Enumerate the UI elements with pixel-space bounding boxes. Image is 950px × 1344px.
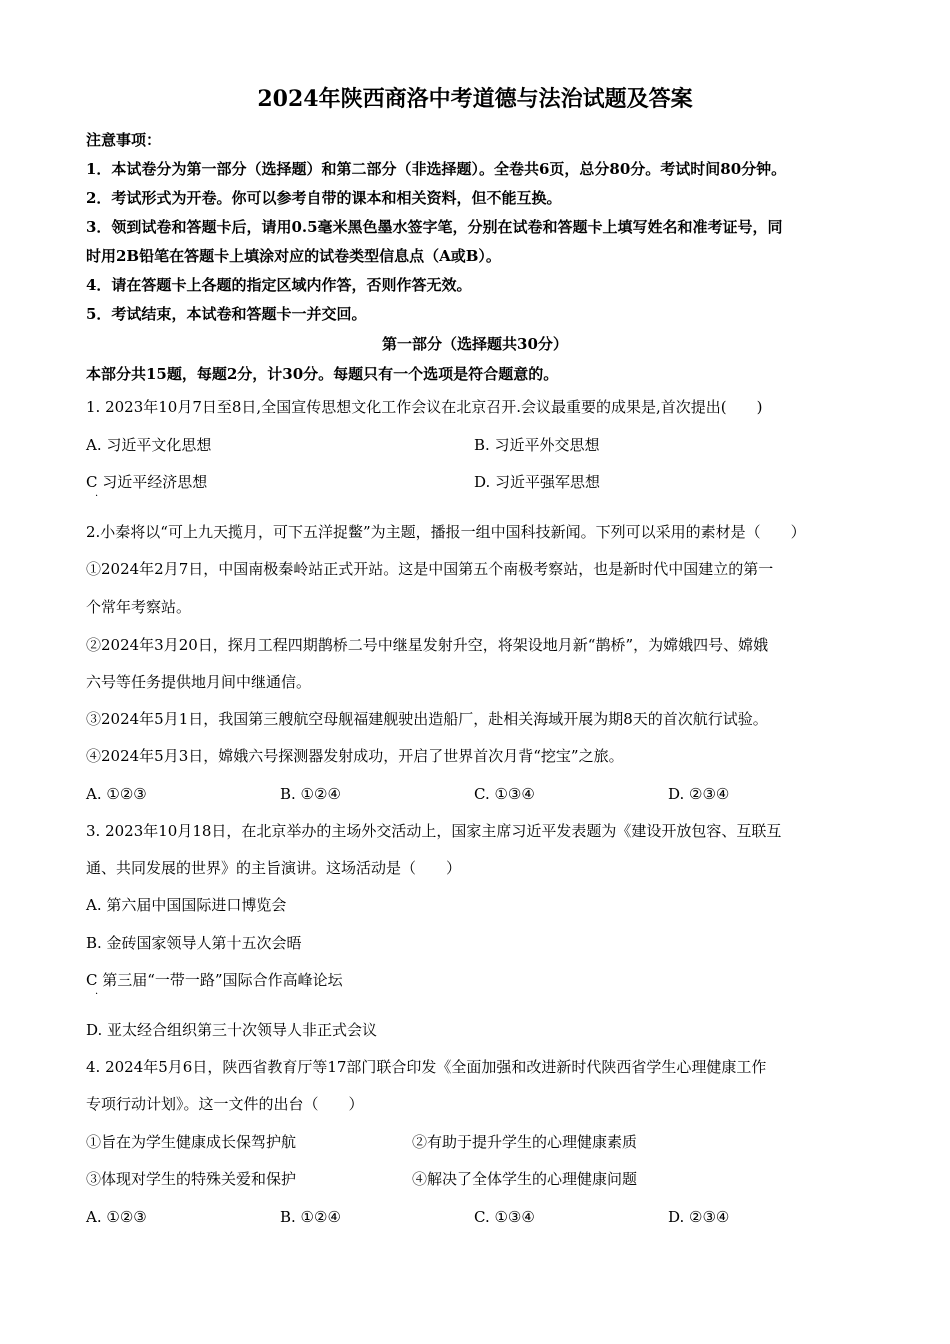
q4-item-1: ①旨在为学生健康成长保驾护航 [86,1133,297,1151]
q1-option-d: D. 习近平强军思想 [474,473,601,491]
q1-option-a: A. 习近平文化思想 [86,436,212,454]
notice-item-3-cont: 时用2B铅笔在答题卡上填涂对应的试卷类型信息点（A或B）。 [86,247,501,265]
q3-option-c: C 第三届“一带一路”国际合作高峰论坛 [86,971,343,989]
notice-item-2: 2．考试形式为开卷。你可以参考自带的课本和相关资料，但不能互换。 [86,189,562,207]
q2-item-2: ②2024年3月20日，探月工程四期鹊桥二号中继星发射升空，将架设地月新“鹊桥”，为嫦娥四号、嫦娥 [86,636,769,654]
q2-item-1: ①2024年2月7日，中国南极秦岭站正式开站。这是中国第五个南极考察站，也是新时代中国建立的第一 [86,560,774,578]
q2-option-a: A. ①②③ [86,785,147,803]
section-heading: 第一部分（选择题共30分） [382,335,568,353]
punct-dot: · [95,491,99,502]
notice-item-1: 1．本试卷分为第一部分（选择题）和第二部分（非选择题）。全卷共6页，总分80分。考试时间80分钟。 [86,160,787,178]
notice-item-4: 4．请在答题卡上各题的指定区域内作答，否则作答无效。 [86,276,472,294]
q3-option-d: D. 亚太经合组织第三十次领导人非正式会议 [86,1021,378,1039]
q2-option-d: D. ②③④ [668,785,730,803]
punct-dot: · [95,989,99,1000]
notice-heading: 注意事项： [86,131,162,149]
q3-option-b: B. 金砖国家领导人第十五次会晤 [86,934,302,952]
q4-option-c: C. ①③④ [474,1208,535,1226]
q3-option-a: A. 第六届中国国际进口博览会 [86,896,287,914]
q4-item-2: ②有助于提升学生的心理健康素质 [412,1133,638,1151]
q4-item-3: ③体现对学生的特殊关爱和保护 [86,1170,297,1188]
q1-option-b: B. 习近平外交思想 [474,436,600,454]
q1-option-c: C 习近平经济思想 [86,473,208,491]
q3-stem-cont: 通、共同发展的世界》的主旨演讲。这场活动是（ ） [86,859,462,877]
q2-item-3: ③2024年5月1日，我国第三艘航空母舰福建舰驶出造船厂，赴相关海域开展为期8天的首次航行试验。 [86,710,768,728]
q4-option-d: D. ②③④ [668,1208,730,1226]
section-intro: 本部分共15题，每题2分，计30分。每题只有一个选项是符合题意的。 [86,365,559,383]
q2-option-c: C. ①③④ [474,785,535,803]
q2-item-4: ④2024年5月3日，嫦娥六号探测器发射成功，开启了世界首次月背“挖宝”之旅。 [86,747,624,765]
q1-stem: 1. 2023年10月7日至8日,全国宣传思想文化工作会议在北京召开.会议最重要的成果是,首次提出( ) [86,398,763,416]
q4-item-4: ④解决了全体学生的心理健康问题 [412,1170,638,1188]
notice-item-5: 5．考试结束，本试卷和答题卡一并交回。 [86,305,367,323]
q4-stem: 4. 2024年5月6日，陕西省教育厅等17部门联合印发《全面加强和改进新时代陕西省学生心理健康工作 [86,1058,767,1076]
q3-stem: 3. 2023年10月18日，在北京举办的主场外交活动上，国家主席习近平发表题为《建设开放包容、互联互 [86,822,782,840]
q2-item-2-cont: 六号等任务提供地月间中继通信。 [86,673,312,691]
q2-stem: 2.小秦将以“可上九天揽月，可下五洋捉鳖”为主题，播报一组中国科技新闻。下列可以采用的素材是（ ） [86,523,806,541]
page-title: 2024年陕西商洛中考道德与法治试题及答案 [257,86,693,112]
q2-option-b: B. ①②④ [280,785,341,803]
notice-item-3: 3．领到试卷和答题卡后，请用0.5毫米黑色墨水签字笔，分别在试卷和答题卡上填写姓名和准考证号，同 [86,218,783,236]
q2-item-1-cont: 个常年考察站。 [86,598,192,616]
q4-option-a: A. ①②③ [86,1208,147,1226]
q4-stem-cont: 专项行动计划》。这一文件的出台（ ） [86,1095,364,1113]
q4-option-b: B. ①②④ [280,1208,341,1226]
